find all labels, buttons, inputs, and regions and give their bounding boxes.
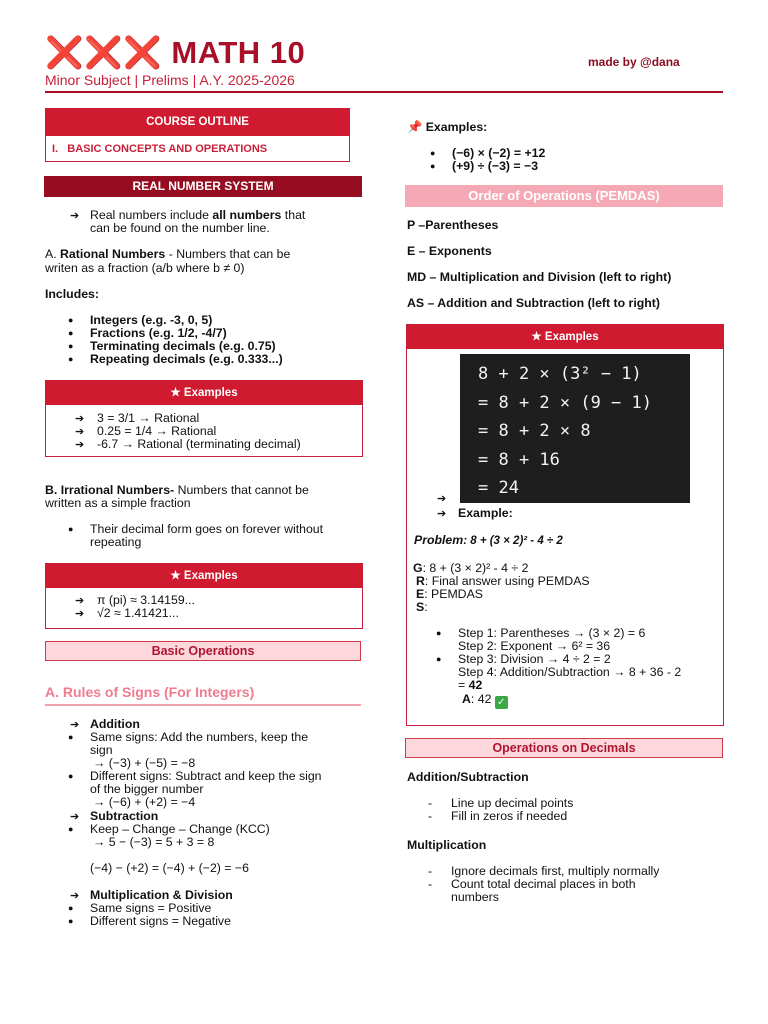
code-example <box>460 354 690 503</box>
rational-example: 0.25 = 1/4 → Rational <box>97 424 217 438</box>
arrow-icon: ➔ <box>437 493 447 505</box>
sign-example: (+9) ÷ (−3) = −3 <box>452 159 539 173</box>
step-item: Step 3: Division → 4 ÷ 2 = 2 <box>458 652 611 666</box>
arrow-icon: ➔ <box>70 210 80 222</box>
mult-item: Ignore decimals first, multiply normally <box>451 864 660 878</box>
pemdas-title: Order of Operations (PEMDAS) <box>405 185 723 207</box>
pemdas-item: AS – Addition and Subtraction (left to right) <box>407 296 660 310</box>
bullet-icon: ● <box>68 328 74 338</box>
arrow-icon: ➔ <box>75 608 85 620</box>
rules-of-signs-title: A. Rules of Signs (For Integers) <box>45 684 255 700</box>
arrow-icon: ➔ <box>75 426 85 438</box>
example-label: Example: <box>458 506 513 520</box>
bullet-icon: ● <box>68 341 74 351</box>
section-divider <box>45 704 361 706</box>
problem-statement: Problem: 8 + (3 × 2)² - 4 ÷ 2 <box>414 533 563 547</box>
real-number-intro-line2: can be found on the number line. <box>90 221 270 235</box>
includes-item: Terminating decimals (e.g. 0.75) <box>90 339 276 353</box>
bullet-icon: ● <box>68 903 74 913</box>
arrow-icon: ➔ <box>75 413 85 425</box>
bullet-icon: ● <box>436 654 442 664</box>
code-line: = 8 + 2 × 8 <box>478 421 591 441</box>
addition-example: → (−3) + (−5) = −8 <box>93 756 196 770</box>
examples-label: 📌 Examples: <box>407 120 488 134</box>
addsub-item: Fill in zeros if needed <box>451 809 568 823</box>
rational-example: -6.7 → Rational (terminating decimal) <box>97 437 301 451</box>
addition-example: → (−6) + (+2) = −4 <box>93 795 196 809</box>
irrational-definition-line2: written as a simple fraction <box>45 496 191 510</box>
addsub-label: Addition/Subtraction <box>407 770 529 784</box>
answer: A: 42 ✓ <box>462 693 508 709</box>
addition-rule-line2: sign <box>90 743 113 757</box>
bullet-icon: ● <box>68 315 74 325</box>
outline-item: I. BASIC CONCEPTS AND OPERATIONS <box>52 143 268 155</box>
course-outline-title: COURSE OUTLINE <box>46 109 349 136</box>
mult-item-line2: numbers <box>451 890 499 904</box>
rational-definition-line2: writen as a fraction (a/b where b ≠ 0) <box>45 261 245 275</box>
irrational-note: Their decimal form goes on forever without <box>90 522 324 536</box>
bullet-icon: ● <box>68 916 74 926</box>
bullet-icon: ● <box>436 628 442 638</box>
subtraction-example: → 5 − (−3) = 5 + 3 = 8 <box>93 835 215 849</box>
muldiv-rule: Same signs = Positive <box>90 901 212 915</box>
grease-r: R: Final answer using PEMDAS <box>416 574 590 588</box>
dash-icon: - <box>428 864 433 878</box>
includes-item: Fractions (e.g. 1/2, -4/7) <box>90 326 227 340</box>
grease-e: E: PEMDAS <box>416 587 483 601</box>
irrational-definition: B. Irrational Numbers- Numbers that cannot be <box>45 483 309 497</box>
page-title: ❌❌❌ MATH 10 <box>45 35 306 70</box>
addition-rule: Same signs: Add the numbers, keep the <box>90 730 309 744</box>
bullet-icon: ● <box>430 148 436 158</box>
bullet-icon: ● <box>68 524 74 534</box>
examples-title: ★ Examples <box>46 381 362 405</box>
decimals-title: Operations on Decimals <box>405 738 723 758</box>
addition-rule: Different signs: Subtract and keep the sign <box>90 769 322 783</box>
examples-title: ★ Examples <box>46 564 362 588</box>
rational-definition: A. Rational Numbers - Numbers that can be <box>45 247 291 261</box>
arrow-icon: ➔ <box>70 811 80 823</box>
arrow-icon: ➔ <box>75 595 85 607</box>
irrational-note-line2: repeating <box>90 535 142 549</box>
sign-example: (−6) × (−2) = +12 <box>452 146 546 160</box>
course-outline-box <box>45 108 350 162</box>
rational-example: 3 = 3/1 → Rational <box>97 411 200 425</box>
step-item: Step 2: Exponent → 6² = 36 <box>458 639 611 653</box>
includes-item: Integers (e.g. -3, 0, 5) <box>90 313 213 327</box>
code-line: 8 + 2 × (3² − 1) <box>478 364 642 384</box>
irrational-example: √2 ≈ 1.41421... <box>97 606 179 620</box>
arrow-icon: ➔ <box>70 719 80 731</box>
arrow-icon: ➔ <box>437 508 447 520</box>
addsub-item: Line up decimal points <box>451 796 574 810</box>
step-item: Step 4: Addition/Subtraction → 8 + 36 - 2 <box>458 665 682 679</box>
addition-label: Addition <box>90 717 140 731</box>
bullet-icon: ● <box>68 824 74 834</box>
page-subtitle: Minor Subject | Prelims | A.Y. 2025-2026 <box>45 72 295 88</box>
dash-icon: - <box>428 809 433 823</box>
bullet-icon: ● <box>68 732 74 742</box>
muldiv-rule: Different signs = Negative <box>90 914 231 928</box>
grease-g: G: 8 + (3 × 2)² - 4 ÷ 2 <box>413 561 529 575</box>
basic-operations-title: Basic Operations <box>45 641 361 661</box>
author-credit: made by @dana <box>588 55 680 69</box>
irrational-examples-box <box>45 563 363 629</box>
step-result: = 42 <box>458 678 483 692</box>
dash-icon: - <box>428 877 433 891</box>
header-divider <box>45 91 723 93</box>
code-line: = 8 + 2 × (9 − 1) <box>478 392 652 413</box>
mult-item: Count total decimal places in both <box>451 877 636 891</box>
bullet-icon: ● <box>430 161 436 171</box>
check-icon: ✓ <box>495 696 508 709</box>
arrow-icon: ➔ <box>75 439 85 451</box>
mult-label: Multiplication <box>407 838 487 852</box>
pin-icon: 📌 <box>407 120 423 134</box>
real-number-title: REAL NUMBER SYSTEM <box>44 176 362 197</box>
code-line: = 24 <box>478 478 519 498</box>
subtraction-rule: Keep – Change – Change (KCC) <box>90 822 270 836</box>
pemdas-item: E – Exponents <box>407 244 492 258</box>
addition-rule-line2: of the bigger number <box>90 782 204 796</box>
dash-icon: - <box>428 796 433 810</box>
bullet-icon: ● <box>68 771 74 781</box>
real-number-intro: Real numbers include all numbers that <box>90 208 306 222</box>
muldiv-label: Multiplication & Division <box>90 888 233 902</box>
code-line: = 8 + 16 <box>478 449 560 470</box>
includes-item: Repeating decimals (e.g. 0.333...) <box>90 352 283 366</box>
includes-label: Includes: <box>45 287 99 301</box>
pemdas-item: MD – Multiplication and Division (left to right) <box>407 270 672 284</box>
irrational-example: π (pi) ≈ 3.14159... <box>97 593 195 607</box>
subtraction-example: (−4) − (+2) = (−4) + (−2) = −6 <box>90 861 249 875</box>
examples-title: ★ Examples <box>407 325 723 349</box>
pemdas-item: P –Parentheses <box>407 218 499 232</box>
arrow-icon: ➔ <box>70 890 80 902</box>
subtraction-label: Subtraction <box>90 809 159 823</box>
step-item: Step 1: Parentheses → (3 × 2) = 6 <box>458 626 646 640</box>
grease-s: S: <box>416 600 428 614</box>
flag-icon: ❌❌❌ <box>45 35 163 70</box>
bullet-icon: ● <box>68 354 74 364</box>
